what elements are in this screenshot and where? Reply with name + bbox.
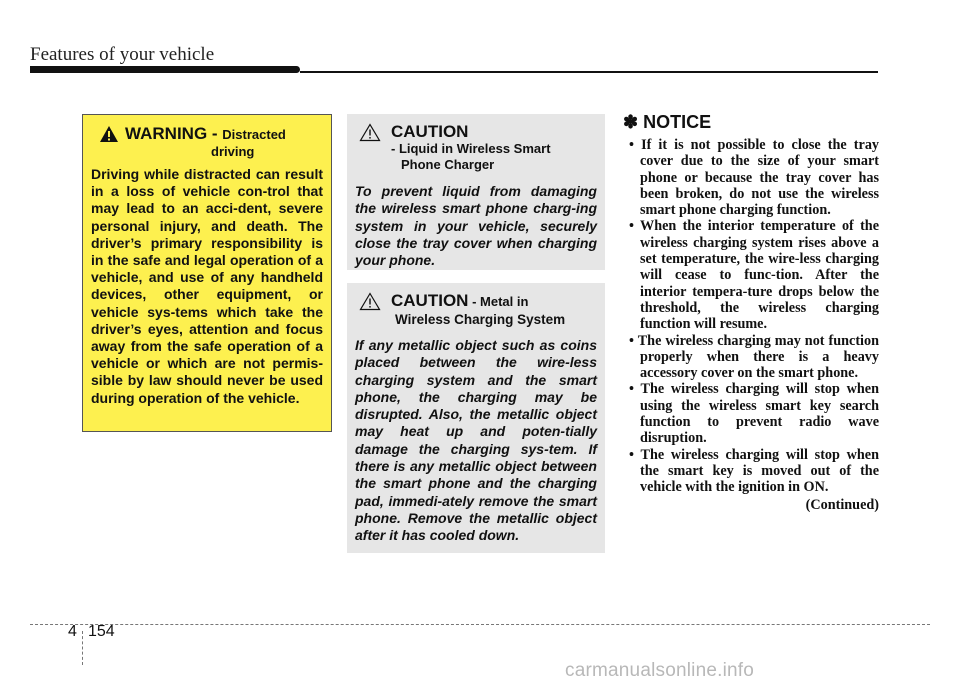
section-title: Features of your vehicle [30, 44, 215, 65]
caution-title: CAUTION [391, 122, 469, 141]
caution-title: CAUTION [391, 291, 469, 310]
list-item: • The wireless charging may not function properly when there is a heavy accessory cover on the smart phone. [623, 333, 879, 382]
list-item: • If it is not possible to close the tray cover due to the size of your smart phone or because the tray cover has been broken, do not use the wireless smart phone charging function. [623, 137, 879, 218]
footer-divider [82, 631, 83, 665]
list-item: • When the interior temperature of the wireless charging system rises above a set temperature, the wire-less charging will cease to func-tion. After the interior tempera-ture drops below the threshold, the wireless charging function will resume. [623, 218, 879, 332]
caution-subtitle-line1: - Liquid in Wireless Smart [391, 141, 551, 156]
warning-heading [99, 125, 323, 144]
warning-icon [99, 125, 119, 143]
warning-subtitle: Distracted [222, 127, 286, 142]
page-number: 154 [88, 623, 115, 640]
caution-icon [359, 123, 381, 142]
warning-body: Driving while distracted can result in a loss of vehicle con-trol that may lead to an acci-dent, severe personal injury, and death. The driver’s primary responsibility is in the safe and legal operation of a vehicle, and use of any handheld devices, other equipment, or vehicle sys-tems which take the driver’s eyes, attention and focus away from the safe operation of a vehicle or which are not permis-sible by law should never be used during operation of the vehicle. [91, 166, 323, 406]
caution-box-metal [347, 283, 605, 553]
caution-heading [355, 122, 597, 173]
chapter-number: 4 [68, 623, 77, 640]
notice-list [623, 137, 879, 496]
warning-subtitle-line2: driving [211, 144, 255, 159]
caution-icon [359, 292, 381, 311]
continued-label: (Continued) [805, 496, 879, 513]
list-item: • The wireless charging will stop when the smart key is moved out of the vehicle with the ignition in ON. [623, 447, 879, 496]
caution-subtitle-line2: Wireless Charging System [395, 312, 566, 327]
watermark: carmanualsonline.info [565, 660, 755, 681]
caution-subtitle-line2: Phone Charger [401, 157, 495, 172]
caution-body: If any metallic object such as coins placed between the wire-less charging system and the smart phone, the charging may be disrupted. Also, the metallic object may heat up and poten-tially damage the charging sys-tem. If there is any metallic object between the smart phone and the charging pad, immedi-ately remove the smart phone. Remove the metallic object after it has cooled down. [355, 337, 597, 544]
notice-section [623, 112, 879, 514]
caution-box-liquid [347, 114, 605, 270]
caution-heading [355, 291, 597, 311]
warning-box [82, 114, 332, 432]
header-rule [300, 71, 878, 73]
caution-subtitle-line1: - Metal in [468, 294, 529, 309]
caution-subtitle [391, 141, 551, 173]
caution-body: To prevent liquid from damaging the wireless smart phone charg-ing system in your vehicle, securely close the tray cover when charging your phone. [355, 183, 597, 269]
list-item: • The wireless charging will stop when using the wireless smart key search function to prevent radio wave disruption. [623, 381, 879, 446]
notice-title: ✽ NOTICE [623, 112, 712, 132]
warning-title: WARNING - [125, 124, 223, 143]
footer-rule [30, 624, 930, 625]
header-bar [30, 66, 300, 73]
